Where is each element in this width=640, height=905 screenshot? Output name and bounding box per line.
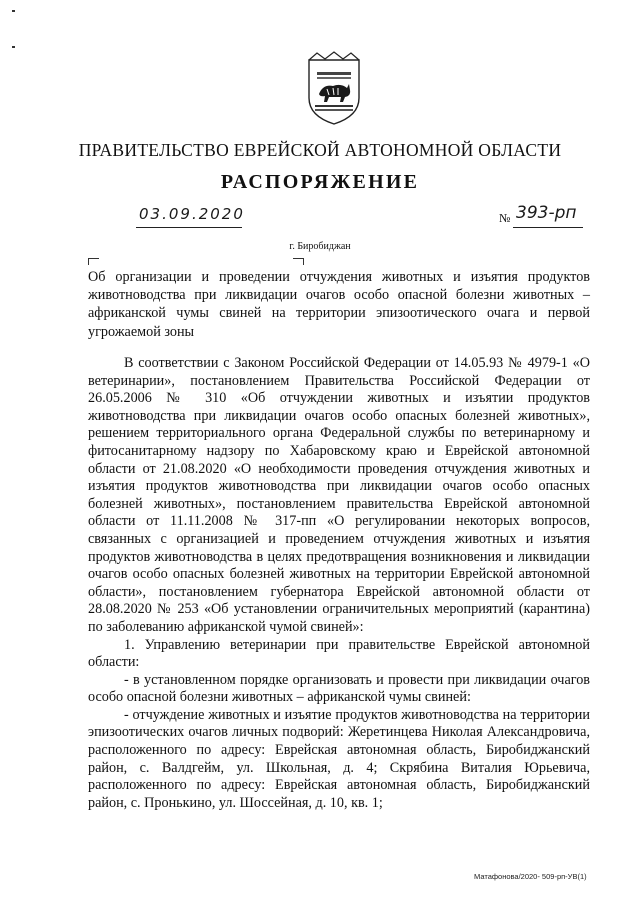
government-title: ПРАВИТЕЛЬСТВО ЕВРЕЙСКОЙ АВТОНОМНОЙ ОБЛАСТИ bbox=[78, 140, 562, 160]
document-type: РАСПОРЯЖЕНИЕ bbox=[220, 171, 420, 193]
number-underline bbox=[513, 227, 583, 228]
preamble-paragraph: В соответствии с Законом Российской Федерации от 14.05.93 № 4979-1 «О ветеринарии», постановлением Правительства Российской Федерации от 26.05.2006 № 310 «Об отчуждении животных и изъятии продуктов животноводства при ликвидации очагов особо опасных болезней животных», решением территориального органа Федеральной службы по ветеринарному и фитосанитарному надзору по Хабаровскому краю и Еврейской автономной области от 21.08.2020 «О необходимости проведения отчуждения животных и изъятия продуктов животноводства при ликвидации очагов особо опасных болезней животных», постановлением правительства Еврейской автономной области от 11.11.2008 № 317-пп «О регулировании некоторых вопросов, связанных с организацией и проведением отчуждения животных и изъятия продуктов животноводства в целях предотвращения возникновения и ликвидации очагов особо опасных болезней животных на территории Еврейской автономной области», постановлением губернатора Еврейской автономной области от 28.08.2020 № 253 «Об установлении ограничительных мероприятий (карантина) по заболеванию африканской чумой свиней»: bbox=[88, 355, 590, 635]
document-body bbox=[88, 355, 590, 812]
document-heading: Об организации и проведении отчуждения животных и изъятия продуктов животноводства при ликвидации очагов особо опасной болезни животных – африканской чумы свиней на территории эпизоотического очага и первой угрожаемой зоны bbox=[88, 269, 590, 340]
clause-1-item: - в установленном порядке организовать и провести при ликвидации очагов особо опасной болезни животных – африканской чумы свиней: bbox=[88, 671, 590, 706]
clause-1-subitem: - отчуждение животных и изъятие продуктов животноводства на территории эпизоотических очагов личных подворий: Жеретинцева Николая Александровича, расположенного по адресу: Еврейская автономная область, Биробиджанский район, с. Валдгейм, ул. Школьная, д. 4; Скрябина Виталия Юрьевича, расположенного по адресу: Еврейская автономная область, Биробиджанский район, с. Пронькино, ул. Шоссейная, д. 10, кв. 1; bbox=[88, 706, 590, 811]
date-underline bbox=[136, 227, 242, 228]
heading-bracket-right bbox=[293, 258, 304, 265]
number-sign: № bbox=[499, 211, 511, 225]
margin-mark bbox=[12, 10, 15, 12]
footer-reference: Матафонова/2020- 509-рп-УВ(1) bbox=[474, 872, 587, 881]
coat-of-arms-icon bbox=[303, 50, 365, 126]
clause-1: 1. Управлению ветеринарии при правительстве Еврейской автономной области: bbox=[88, 636, 590, 671]
margin-mark bbox=[12, 46, 15, 48]
heading-bracket-left bbox=[88, 258, 99, 265]
document-number: 393-рп bbox=[516, 203, 577, 223]
document-date: 03.09.2020 bbox=[139, 205, 245, 223]
city-label: г. Биробиджан bbox=[289, 241, 351, 252]
